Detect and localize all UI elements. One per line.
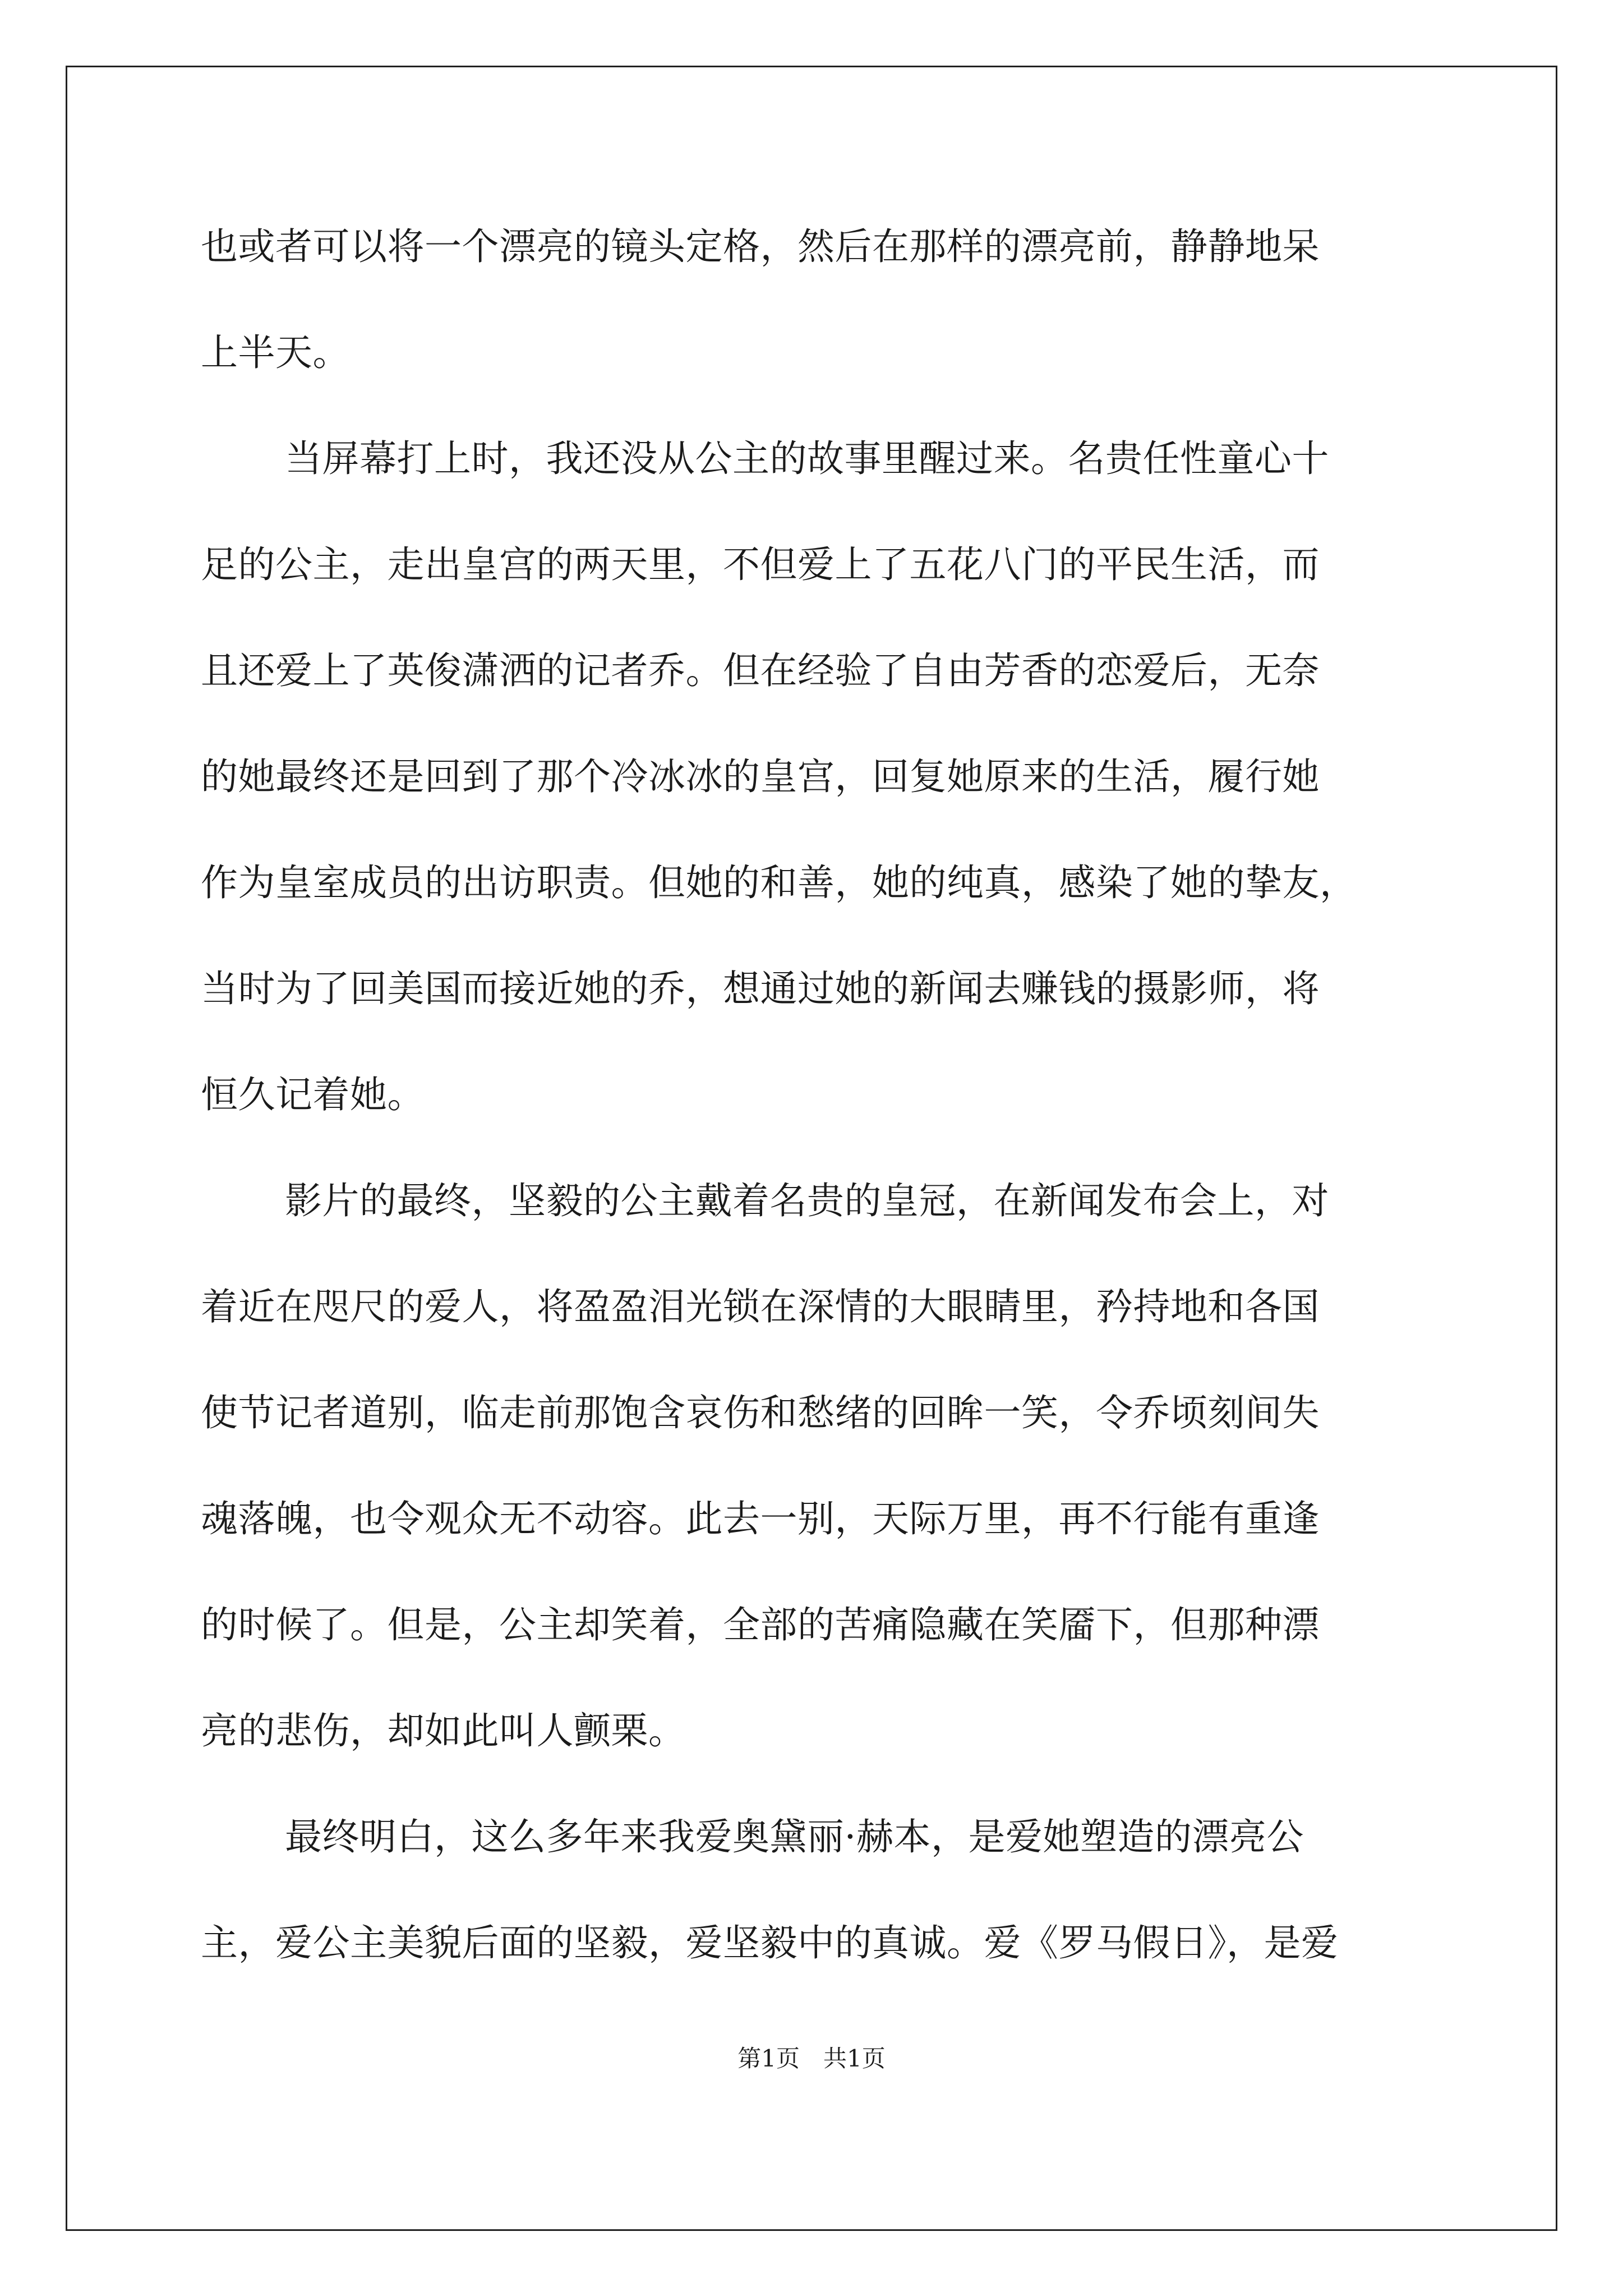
text-line: 上半天。: [201, 331, 350, 374]
paragraph-first-line: 最终明白，这么多年来我爱奥黛丽·赫本，是爱她塑造的漂亮公: [285, 1815, 1304, 1858]
text-line: 恒久记着她。: [201, 1073, 425, 1116]
text-line: 着近在咫尺的爱人，将盈盈泪光锁在深情的大眼睛里，矜持地和各国: [201, 1285, 1320, 1328]
text-line: 的时候了。但是，公主却笑着，全部的苦痛隐藏在笑靥下，但那种漂: [201, 1603, 1320, 1646]
text-line: 亮的悲伤，却如此叫人颤栗。: [201, 1709, 686, 1752]
text-line: 的她最终还是回到了那个冷冰冰的皇宫，回复她原来的生活，履行她: [201, 755, 1320, 798]
text-line: 魂落魄，也令观众无不动容。此去一别，天际万里，再不行能有重逢: [201, 1497, 1320, 1540]
text-line: 使节记者道别，临走前那饱含哀伤和愁绪的回眸一笑，令乔顷刻间失: [201, 1391, 1320, 1434]
paragraph-first-line: 影片的最终，坚毅的公主戴着名贵的皇冠，在新闻发布会上，对: [285, 1179, 1329, 1222]
text-line: 足的公主，走出皇宫的两天里，不但爱上了五花八门的平民生活，而: [201, 543, 1320, 586]
text-line: 且还爱上了英俊潇洒的记者乔。但在经验了自由芳香的恋爱后，无奈: [201, 649, 1320, 692]
document-body: [201, 209, 1435, 2011]
text-line: 也或者可以将一个漂亮的镜头定格，然后在那样的漂亮前，静静地呆: [201, 225, 1320, 268]
text-line: 主，爱公主美貌后面的坚毅，爱坚毅中的真诚。爱《罗马假日》，是爱: [201, 1921, 1339, 1964]
page-footer: [0, 2042, 1623, 2076]
text-line: 当时为了回美国而接近她的乔，想通过她的新闻去赚钱的摄影师，将: [201, 967, 1320, 1010]
paragraph-first-line: 当屏幕打上时，我还没从公主的故事里醒过来。名贵任性童心十: [285, 437, 1329, 480]
page-number: 第1页: [737, 2045, 800, 2072]
text-line: 作为皇室成员的出访职责。但她的和善，她的纯真，感染了她的挚友，: [201, 861, 1357, 904]
page-total: 共1页: [823, 2045, 886, 2072]
